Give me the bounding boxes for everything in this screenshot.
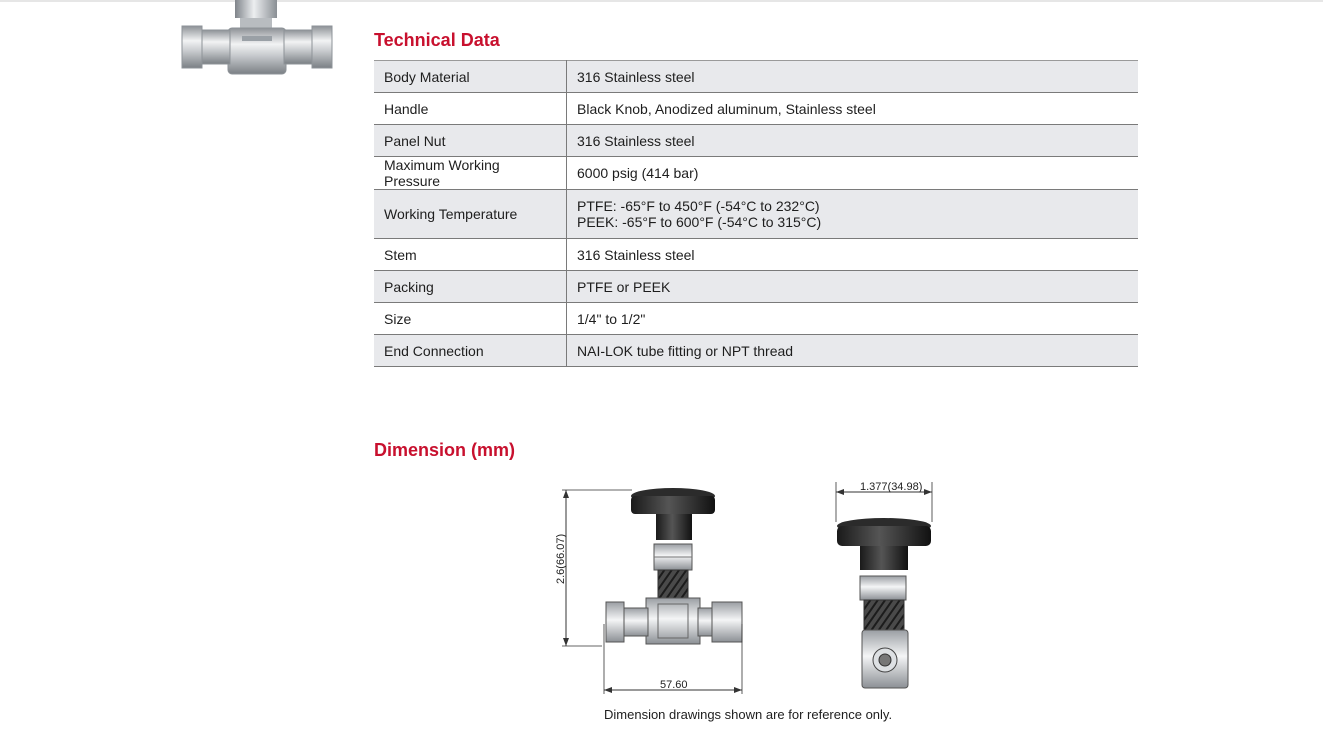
spec-label: Panel Nut (374, 125, 567, 157)
spec-value: 6000 psig (414 bar) (567, 157, 1139, 190)
table-row (374, 190, 1138, 239)
spec-label: End Connection (374, 335, 567, 367)
width-dimension-label: 57.60 (660, 679, 688, 691)
spec-value: 316 Stainless steel (567, 61, 1139, 93)
table-row (374, 271, 1138, 303)
table-row (374, 125, 1138, 157)
spec-value: Black Knob, Anodized aluminum, Stainless steel (567, 93, 1139, 125)
side-view (836, 481, 932, 688)
table-row (374, 93, 1138, 125)
front-view (555, 488, 742, 694)
spec-value: NAI-LOK tube fitting or NPT thread (567, 335, 1139, 367)
spec-label: Packing (374, 271, 567, 303)
table-row (374, 239, 1138, 271)
spec-label: Body Material (374, 61, 567, 93)
technical-data-table (374, 60, 1138, 367)
table-row (374, 303, 1138, 335)
table-row (374, 335, 1138, 367)
spec-value: 1/4" to 1/2" (567, 303, 1139, 335)
dimension-heading: Dimension (mm) (374, 440, 516, 460)
spec-label: Stem (374, 239, 567, 271)
side-width-dimension-label: 1.377(34.98) (860, 481, 923, 493)
table-row (374, 61, 1138, 93)
table-row (374, 157, 1138, 190)
technical-data-heading: Technical Data (374, 30, 500, 50)
spec-label: Size (374, 303, 567, 335)
spec-value: PTFE or PEEK (567, 271, 1139, 303)
spec-label: Working Temperature (374, 190, 567, 239)
spec-value: PTFE: -65°F to 450°F (-54°C to 232°C) PEEK: -65°F to 600°F (-54°C to 315°C) (567, 190, 1139, 239)
dimension-note: Dimension drawings shown are for reference only. (604, 707, 893, 722)
dimension-drawing (540, 474, 960, 706)
spec-value: 316 Stainless steel (567, 239, 1139, 271)
valve-product-photo (180, 0, 350, 78)
spec-label: Maximum Working Pressure (374, 157, 567, 190)
spec-label: Handle (374, 93, 567, 125)
spec-value: 316 Stainless steel (567, 125, 1139, 157)
height-dimension-label: 2.6(66.07) (555, 533, 567, 584)
